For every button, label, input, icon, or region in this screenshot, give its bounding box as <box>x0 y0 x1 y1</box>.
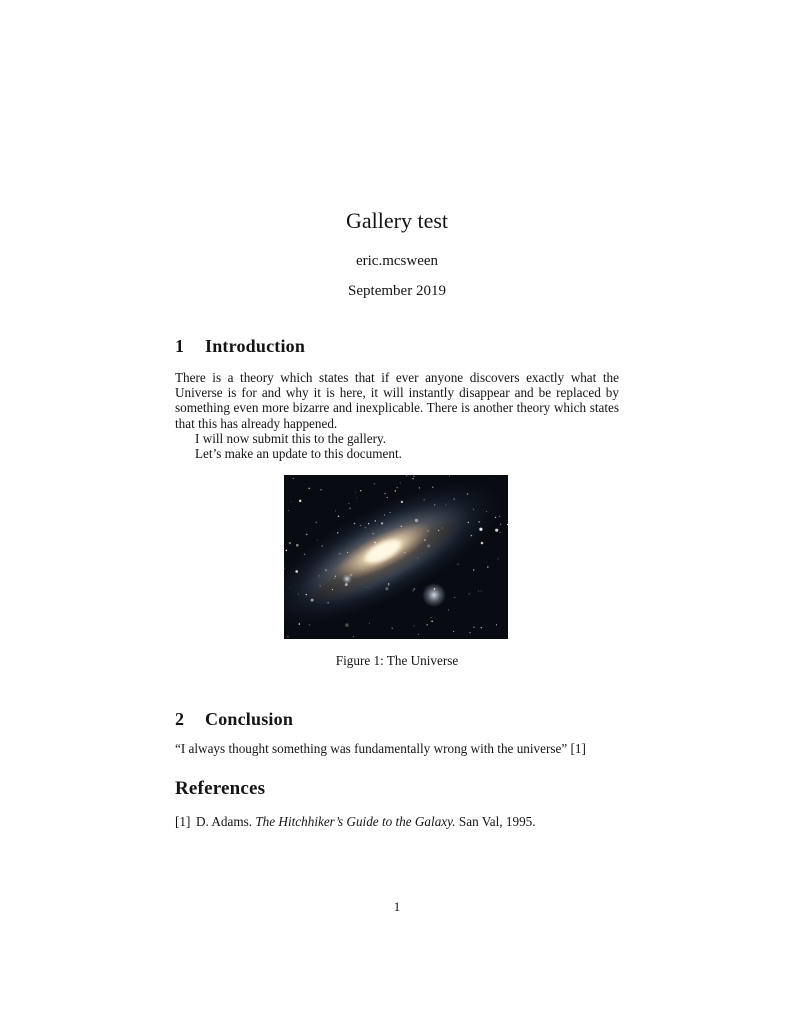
section-title: Conclusion <box>205 709 294 729</box>
section-number: 1 <box>175 336 185 356</box>
companion-galaxy <box>422 583 446 607</box>
document-title: Gallery test <box>345 208 449 233</box>
introduction-line-3: Let’s make an update to this document. <box>195 446 402 462</box>
andromeda-galaxy-photo <box>284 475 508 639</box>
section-title: Introduction <box>205 336 306 356</box>
section-number: 2 <box>175 709 185 729</box>
reference-entry <box>175 814 619 830</box>
section-heading-introduction <box>175 336 619 357</box>
introduction-body <box>175 370 619 461</box>
references-heading: References <box>175 778 266 799</box>
page-number: 1 <box>393 899 401 914</box>
figure-caption: Figure 1: The Universe <box>335 653 459 668</box>
reference-authors: D. Adams. <box>196 814 253 829</box>
document-author: eric.mcsween <box>355 253 439 269</box>
reference-publisher: San Val, 1995. <box>458 814 536 829</box>
section-heading-conclusion <box>175 709 619 730</box>
reference-title: The Hitchhiker’s Guide to the Galaxy. <box>255 814 456 829</box>
figure-universe <box>284 475 508 639</box>
reference-label: [1] <box>175 814 191 829</box>
introduction-paragraph: There is a theory which states that if ever anyone discovers exactly what the Universe is for and why it is here, it will instantly disappear and be replaced by something even more bizarre and inexplicable. There is another theory which states that this has already happened. <box>175 370 619 431</box>
introduction-line-2: I will now submit this to the gallery. <box>195 430 387 446</box>
document-date: September 2019 <box>348 283 446 299</box>
conclusion-quote: “I always thought something was fundamentally wrong with the universe” [1] <box>175 741 586 756</box>
